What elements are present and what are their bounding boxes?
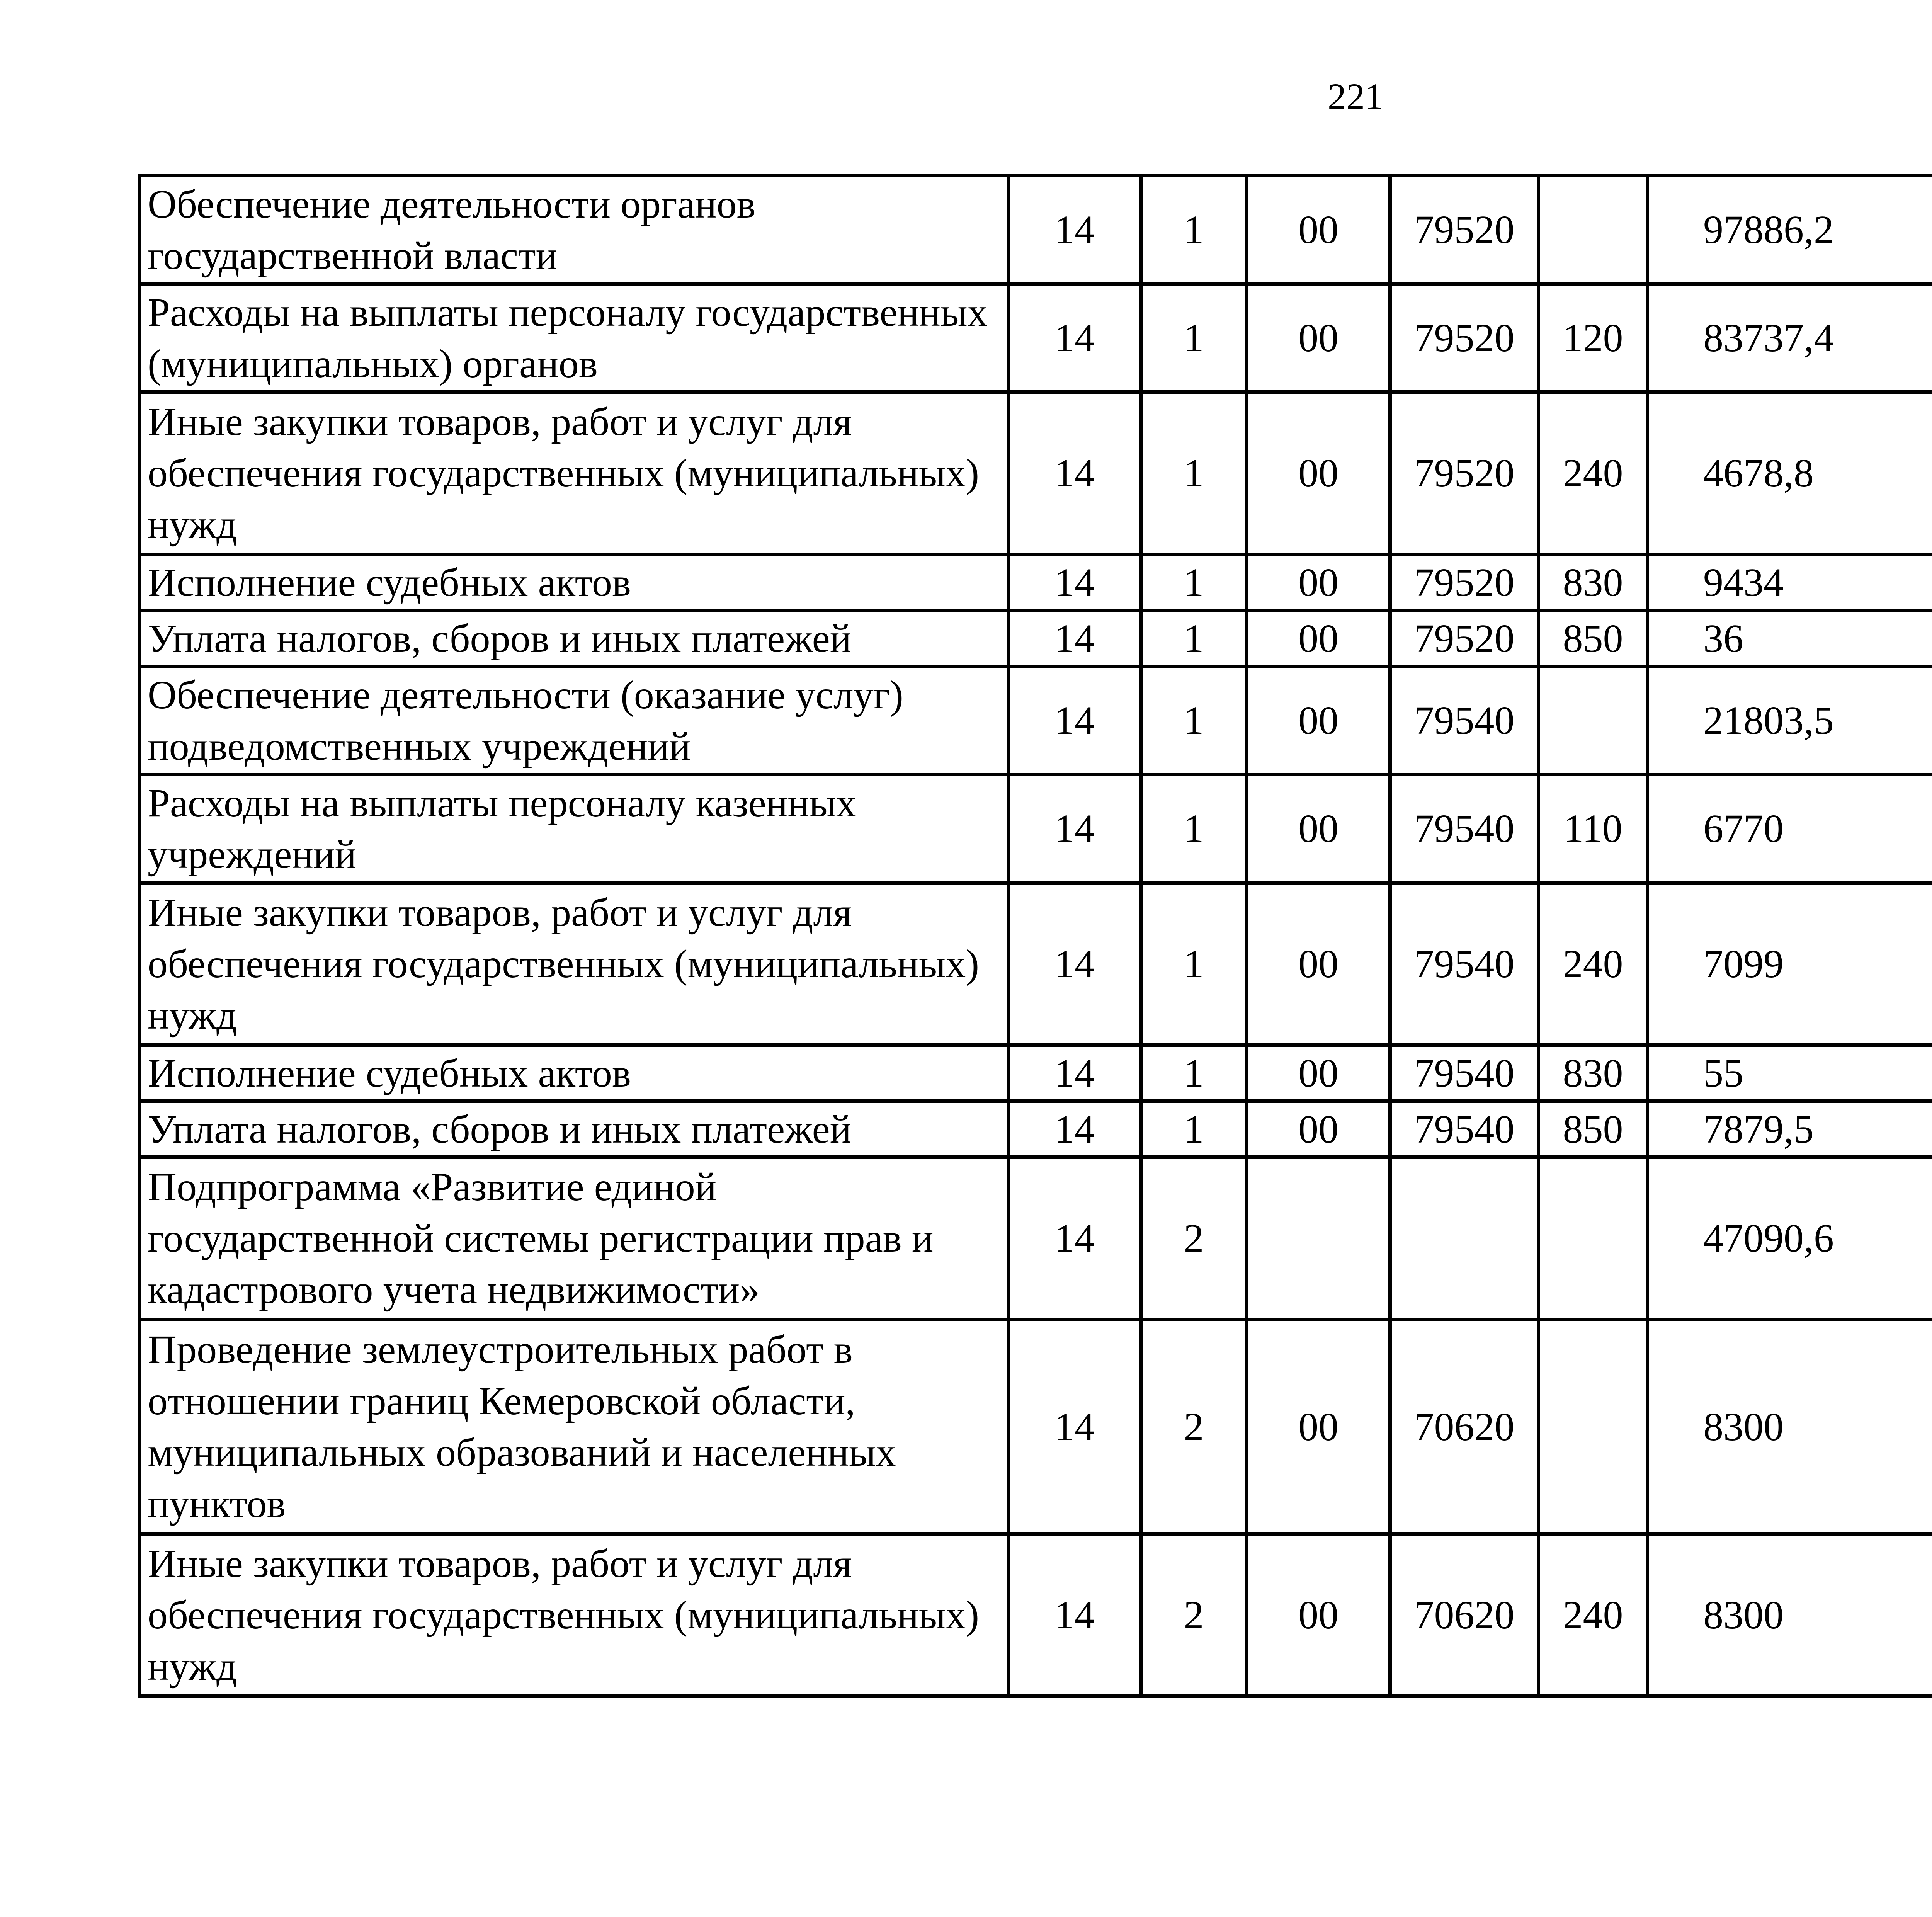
- code-target: 79540: [1390, 775, 1539, 883]
- row-name: Иные закупки товаров, работ и услуг для обеспечения государственных (муниципальных) нужд: [140, 883, 1009, 1045]
- code-subprogram: 1: [1141, 1045, 1247, 1101]
- row-name: Иные закупки товаров, работ и услуг для обеспечения государственных (муниципальных) нужд: [140, 1534, 1009, 1696]
- code-subprogram: 1: [1141, 392, 1247, 555]
- code-subprogram: 1: [1141, 775, 1247, 883]
- amount-1: 8300: [1648, 1534, 1932, 1696]
- code-section: 14: [1009, 555, 1141, 611]
- code-subprogram: 1: [1141, 1101, 1247, 1157]
- code-section: 14: [1009, 284, 1141, 392]
- code-subprogram: 1: [1141, 555, 1247, 611]
- code-expense-type: 830: [1539, 555, 1648, 611]
- code-section: 14: [1009, 1320, 1141, 1534]
- row-name: Проведение землеустроительных работ в отношении границ Кемеровской области, муниципальных образований и населенных пунктов: [140, 1320, 1009, 1534]
- row-name: Расходы на выплаты персоналу государственных (муниципальных) органов: [140, 284, 1009, 392]
- code-subprogram: 1: [1141, 883, 1247, 1045]
- code-target: 70620: [1390, 1320, 1539, 1534]
- code-group: 00: [1247, 611, 1390, 667]
- code-target: 79520: [1390, 392, 1539, 555]
- row-name: Расходы на выплаты персоналу казенных учреждений: [140, 775, 1009, 883]
- amount-1: 7099: [1648, 883, 1932, 1045]
- code-expense-type: 240: [1539, 1534, 1648, 1696]
- table-row: [140, 1157, 1932, 1320]
- code-target: 79520: [1390, 555, 1539, 611]
- table-row: [140, 284, 1932, 392]
- code-section: 14: [1009, 1045, 1141, 1101]
- row-name: Подпрограмма «Развитие единой государственной системы регистрации прав и кадастрового учета недвижимости»: [140, 1157, 1009, 1320]
- code-group: [1247, 1157, 1390, 1320]
- code-expense-type: 240: [1539, 883, 1648, 1045]
- table-row: [140, 1045, 1932, 1101]
- code-target: 79540: [1390, 883, 1539, 1045]
- code-subprogram: 1: [1141, 284, 1247, 392]
- code-section: 14: [1009, 392, 1141, 555]
- table-row: [140, 1101, 1932, 1157]
- code-group: 00: [1247, 284, 1390, 392]
- row-name: Иные закупки товаров, работ и услуг для обеспечения государственных (муниципальных) нужд: [140, 392, 1009, 555]
- row-name: Исполнение судебных актов: [140, 1045, 1009, 1101]
- code-target: 79520: [1390, 611, 1539, 667]
- amount-1: 4678,8: [1648, 392, 1932, 555]
- table-row: [140, 392, 1932, 555]
- amount-1: 21803,5: [1648, 667, 1932, 775]
- code-subprogram: 1: [1141, 176, 1247, 284]
- code-expense-type: [1539, 667, 1648, 775]
- code-subprogram: 1: [1141, 667, 1247, 775]
- table-row: [140, 883, 1932, 1045]
- amount-1: 83737,4: [1648, 284, 1932, 392]
- code-expense-type: 110: [1539, 775, 1648, 883]
- code-group: 00: [1247, 1320, 1390, 1534]
- code-group: 00: [1247, 1045, 1390, 1101]
- code-expense-type: [1539, 1320, 1648, 1534]
- table-row: [140, 611, 1932, 667]
- code-subprogram: 2: [1141, 1157, 1247, 1320]
- code-group: 00: [1247, 775, 1390, 883]
- code-expense-type: 850: [1539, 1101, 1648, 1157]
- table-row: [140, 1320, 1932, 1534]
- code-expense-type: 850: [1539, 611, 1648, 667]
- table-row: [140, 176, 1932, 284]
- table-row: [140, 1534, 1932, 1696]
- code-expense-type: 120: [1539, 284, 1648, 392]
- row-name: Обеспечение деятельности органов государственной власти: [140, 176, 1009, 284]
- amount-1: 6770: [1648, 775, 1932, 883]
- amount-1: 55: [1648, 1045, 1932, 1101]
- code-group: 00: [1247, 1101, 1390, 1157]
- table-row: [140, 775, 1932, 883]
- budget-table: [138, 174, 1932, 1698]
- page-number: 221: [1328, 76, 1383, 117]
- amount-1: 7879,5: [1648, 1101, 1932, 1157]
- code-subprogram: 2: [1141, 1320, 1247, 1534]
- code-section: 14: [1009, 1534, 1141, 1696]
- code-section: 14: [1009, 1157, 1141, 1320]
- code-group: 00: [1247, 555, 1390, 611]
- code-expense-type: 830: [1539, 1045, 1648, 1101]
- table-row: [140, 555, 1932, 611]
- row-name: Уплата налогов, сборов и иных платежей: [140, 1101, 1009, 1157]
- code-expense-type: 240: [1539, 392, 1648, 555]
- code-expense-type: [1539, 1157, 1648, 1320]
- row-name: Исполнение судебных актов: [140, 555, 1009, 611]
- row-name: Обеспечение деятельности (оказание услуг) подведомственных учреждений: [140, 667, 1009, 775]
- amount-1: 8300: [1648, 1320, 1932, 1534]
- code-section: 14: [1009, 775, 1141, 883]
- amount-1: 36: [1648, 611, 1932, 667]
- amount-1: 9434: [1648, 555, 1932, 611]
- code-expense-type: [1539, 176, 1648, 284]
- code-target: 79520: [1390, 284, 1539, 392]
- code-section: 14: [1009, 1101, 1141, 1157]
- code-subprogram: 1: [1141, 611, 1247, 667]
- code-target: 79540: [1390, 1045, 1539, 1101]
- code-group: 00: [1247, 667, 1390, 775]
- amount-1: 47090,6: [1648, 1157, 1932, 1320]
- code-target: 79540: [1390, 1101, 1539, 1157]
- row-name: Уплата налогов, сборов и иных платежей: [140, 611, 1009, 667]
- code-group: 00: [1247, 883, 1390, 1045]
- code-subprogram: 2: [1141, 1534, 1247, 1696]
- code-target: 70620: [1390, 1534, 1539, 1696]
- code-target: 79540: [1390, 667, 1539, 775]
- code-group: 00: [1247, 176, 1390, 284]
- code-group: 00: [1247, 1534, 1390, 1696]
- code-section: 14: [1009, 611, 1141, 667]
- code-section: 14: [1009, 883, 1141, 1045]
- amount-1: 97886,2: [1648, 176, 1932, 284]
- code-group: 00: [1247, 392, 1390, 555]
- code-target: [1390, 1157, 1539, 1320]
- code-target: 79520: [1390, 176, 1539, 284]
- code-section: 14: [1009, 667, 1141, 775]
- code-section: 14: [1009, 176, 1141, 284]
- table-row: [140, 667, 1932, 775]
